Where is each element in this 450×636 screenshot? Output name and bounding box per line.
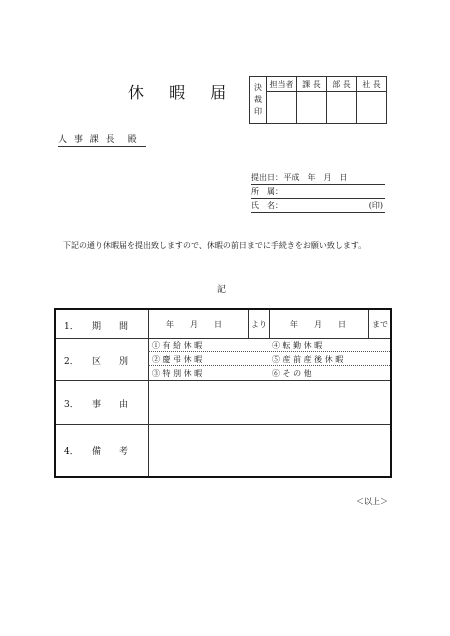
period-to-suffix-cell: まで: [368, 310, 391, 338]
option-paid-leave[interactable]: ① 有 給 休 暇: [152, 341, 203, 350]
approval-header-staff: 担当者: [267, 77, 297, 92]
category-label-cell: [56, 338, 149, 380]
intro-text: 下記の通り休暇届を提出致しますので、休暇の前日までに手続きをお願い致します。: [63, 241, 367, 250]
period-to-field[interactable]: 年 月 日: [290, 320, 346, 329]
reason-field[interactable]: [148, 380, 390, 424]
option-special-leave[interactable]: ③ 特 別 休 暇: [152, 369, 203, 378]
remarks-row: [56, 424, 390, 476]
approval-stamp-table: [249, 76, 387, 124]
closing-mark: ＜以上＞: [356, 497, 388, 506]
department-field[interactable]: [251, 186, 385, 199]
page-title: 休 暇 届: [128, 83, 237, 102]
seal-mark: (印): [368, 201, 383, 210]
reason-label-cell: [56, 380, 149, 424]
reason-number: 3．: [64, 400, 79, 410]
category-divider-1: [148, 351, 390, 352]
stamp-box-dept-head[interactable]: [327, 92, 357, 124]
leave-details-table: [54, 308, 392, 478]
option-maternity-leave[interactable]: ⑤ 産 前 産 後 休 暇: [272, 355, 344, 364]
approval-side-label: 決 裁 印: [250, 77, 267, 124]
addressee: 人 事 課 長 殿: [58, 132, 146, 147]
reason-label: 事 由: [92, 400, 129, 410]
option-other[interactable]: ⑥ そ の 他: [272, 369, 312, 378]
period-row: [56, 310, 390, 339]
reason-row: [56, 380, 390, 425]
ki-heading: 記: [217, 285, 227, 295]
stamp-box-staff[interactable]: [267, 92, 297, 124]
period-number: 1．: [64, 322, 79, 332]
period-from-suffix-cell: より: [248, 310, 270, 338]
remarks-label: 備 考: [92, 447, 129, 457]
period-label: 期 間: [92, 322, 129, 332]
remarks-number: 4．: [64, 447, 79, 457]
submission-date-label: 提出日：: [251, 173, 283, 182]
name-label: 氏 名：: [251, 201, 283, 210]
submission-date-value: 平成 年 月 日: [283, 173, 348, 182]
remarks-field[interactable]: [148, 424, 390, 476]
category-divider-2: [148, 365, 390, 366]
option-transfer-leave[interactable]: ④ 転 勤 休 暇: [272, 341, 323, 350]
approval-header-section-chief: 課 長: [297, 77, 327, 92]
submission-date-field[interactable]: [251, 172, 385, 185]
category-row: [56, 338, 390, 381]
category-label: 区 別: [92, 357, 129, 367]
stamp-box-section-chief[interactable]: [297, 92, 327, 124]
approval-header-dept-head: 部 長: [327, 77, 357, 92]
department-label: 所 属：: [251, 187, 283, 196]
option-bereavement-leave[interactable]: ② 慶 弔 休 暇: [152, 355, 203, 364]
category-number: 2．: [64, 357, 79, 367]
period-label-cell: [56, 310, 149, 338]
approval-header-president: 社 長: [357, 77, 387, 92]
name-field[interactable]: [251, 200, 385, 213]
period-from-field[interactable]: 年 月 日: [166, 320, 222, 329]
remarks-label-cell: [56, 424, 149, 476]
stamp-box-president[interactable]: [357, 92, 387, 124]
